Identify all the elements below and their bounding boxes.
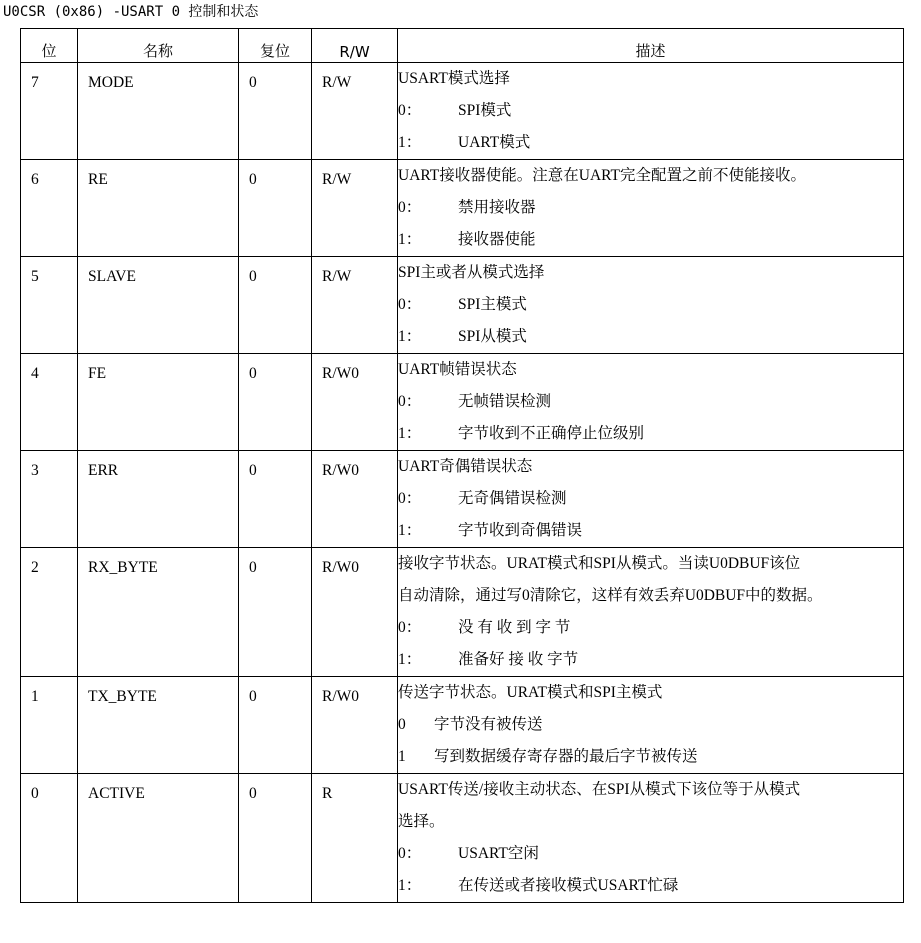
option-key: 0： (398, 102, 422, 119)
cell-description (398, 677, 904, 774)
option-key: 1： (398, 134, 422, 151)
cell-name: SLAVE (78, 257, 239, 354)
header-row (21, 29, 904, 63)
option-key: 1 (398, 748, 406, 765)
cell-bit: 2 (21, 548, 78, 677)
cell-description (398, 63, 904, 160)
cell-name: ERR (78, 451, 239, 548)
option-key: 0： (398, 393, 422, 410)
table-row (21, 160, 904, 257)
option-line (398, 418, 903, 450)
cell-bit: 4 (21, 354, 78, 451)
register-caption: U0CSR (0x86) -USART 0 控制和状态 (3, 4, 259, 20)
option-key: 0： (398, 490, 422, 507)
option-line (398, 127, 903, 159)
cell-reset: 0 (239, 160, 312, 257)
option-line (398, 741, 903, 773)
cell-rw: R/W (312, 63, 398, 160)
option-line (398, 644, 903, 676)
header-rw: R/W (312, 29, 398, 63)
option-text: UART模式 (458, 134, 531, 151)
option-key: 0： (398, 845, 422, 862)
option-text: 字节没有被传送 (434, 716, 543, 733)
cell-reset: 0 (239, 451, 312, 548)
cell-description (398, 160, 904, 257)
header-name: 名称 (78, 29, 239, 63)
cell-reset: 0 (239, 257, 312, 354)
cell-name: MODE (78, 63, 239, 160)
table-row (21, 354, 904, 451)
option-text: 准备好 接 收 字节 (458, 651, 579, 668)
cell-name: TX_BYTE (78, 677, 239, 774)
option-key: 0： (398, 199, 422, 216)
option-key: 0： (398, 296, 422, 313)
cell-rw: R/W0 (312, 451, 398, 548)
cell-bit: 7 (21, 63, 78, 160)
option-text: 字节收到不正确停止位级别 (458, 425, 645, 442)
option-text: USART空闲 (458, 845, 539, 862)
table-row (21, 548, 904, 677)
table-row (21, 774, 904, 903)
option-line (398, 838, 903, 870)
description-text: SPI主或者从模式选择 (398, 264, 545, 281)
table-row (21, 451, 904, 548)
option-line (398, 386, 903, 418)
option-key: 0： (398, 619, 422, 636)
header-bit: 位 (21, 29, 78, 63)
cell-description (398, 257, 904, 354)
description-text: 自动清除，通过写0清除它，这样有效丢弃U0DBUF中的数据。 (398, 587, 823, 604)
cell-reset: 0 (239, 63, 312, 160)
option-line (398, 321, 903, 353)
option-text: 禁用接收器 (458, 199, 536, 216)
option-text: 写到数据缓存寄存器的最后字节被传送 (434, 748, 698, 765)
cell-rw: R/W0 (312, 677, 398, 774)
cell-reset: 0 (239, 677, 312, 774)
option-line (398, 709, 903, 741)
cell-description (398, 354, 904, 451)
cell-reset: 0 (239, 548, 312, 677)
option-text: SPI从模式 (458, 328, 527, 345)
register-table (20, 28, 904, 903)
cell-rw: R (312, 774, 398, 903)
description-text: USART模式选择 (398, 70, 510, 87)
option-text: 无帧错误检测 (458, 393, 552, 410)
option-line (398, 289, 903, 321)
table-row (21, 677, 904, 774)
description-text: UART帧错误状态 (398, 361, 517, 378)
option-line (398, 192, 903, 224)
cell-bit: 5 (21, 257, 78, 354)
option-text: 在传送或者接收模式USART忙碌 (458, 877, 679, 894)
option-key: 1： (398, 425, 422, 442)
cell-reset: 0 (239, 774, 312, 903)
option-text: SPI模式 (458, 102, 512, 119)
option-key: 1： (398, 651, 422, 668)
option-line (398, 224, 903, 256)
option-text: 没 有 收 到 字 节 (458, 619, 571, 636)
header-reset: 复位 (239, 29, 312, 63)
option-text: 无奇偶错误检测 (458, 490, 567, 507)
option-key: 1： (398, 877, 422, 894)
header-desc: 描述 (398, 29, 904, 63)
description-text: 接收字节状态。URAT模式和SPI从模式。当读U0DBUF该位 (398, 555, 801, 572)
cell-reset: 0 (239, 354, 312, 451)
table-row (21, 257, 904, 354)
option-key: 0 (398, 716, 406, 733)
cell-bit: 6 (21, 160, 78, 257)
table-row (21, 63, 904, 160)
cell-rw: R/W (312, 257, 398, 354)
cell-bit: 3 (21, 451, 78, 548)
option-line (398, 95, 903, 127)
description-text: 选择。 (398, 813, 445, 830)
option-line (398, 483, 903, 515)
cell-name: RE (78, 160, 239, 257)
option-text: 字节收到奇偶错误 (458, 522, 583, 539)
option-key: 1： (398, 522, 422, 539)
option-line (398, 612, 903, 644)
cell-description (398, 774, 904, 903)
description-text: UART奇偶错误状态 (398, 458, 533, 475)
option-key: 1： (398, 231, 422, 248)
cell-rw: R/W0 (312, 548, 398, 677)
cell-bit: 1 (21, 677, 78, 774)
option-text: SPI主模式 (458, 296, 527, 313)
option-text: 接收器使能 (458, 231, 536, 248)
cell-name: FE (78, 354, 239, 451)
cell-description (398, 548, 904, 677)
cell-name: ACTIVE (78, 774, 239, 903)
option-line (398, 870, 903, 902)
option-line (398, 515, 903, 547)
description-text: USART传送/接收主动状态、在SPI从模式下该位等于从模式 (398, 781, 801, 798)
cell-rw: R/W (312, 160, 398, 257)
description-text: 传送字节状态。URAT模式和SPI主模式 (398, 684, 663, 701)
cell-rw: R/W0 (312, 354, 398, 451)
cell-bit: 0 (21, 774, 78, 903)
option-key: 1： (398, 328, 422, 345)
description-text: UART接收器使能。注意在UART完全配置之前不使能接收。 (398, 167, 807, 184)
cell-name: RX_BYTE (78, 548, 239, 677)
cell-description (398, 451, 904, 548)
